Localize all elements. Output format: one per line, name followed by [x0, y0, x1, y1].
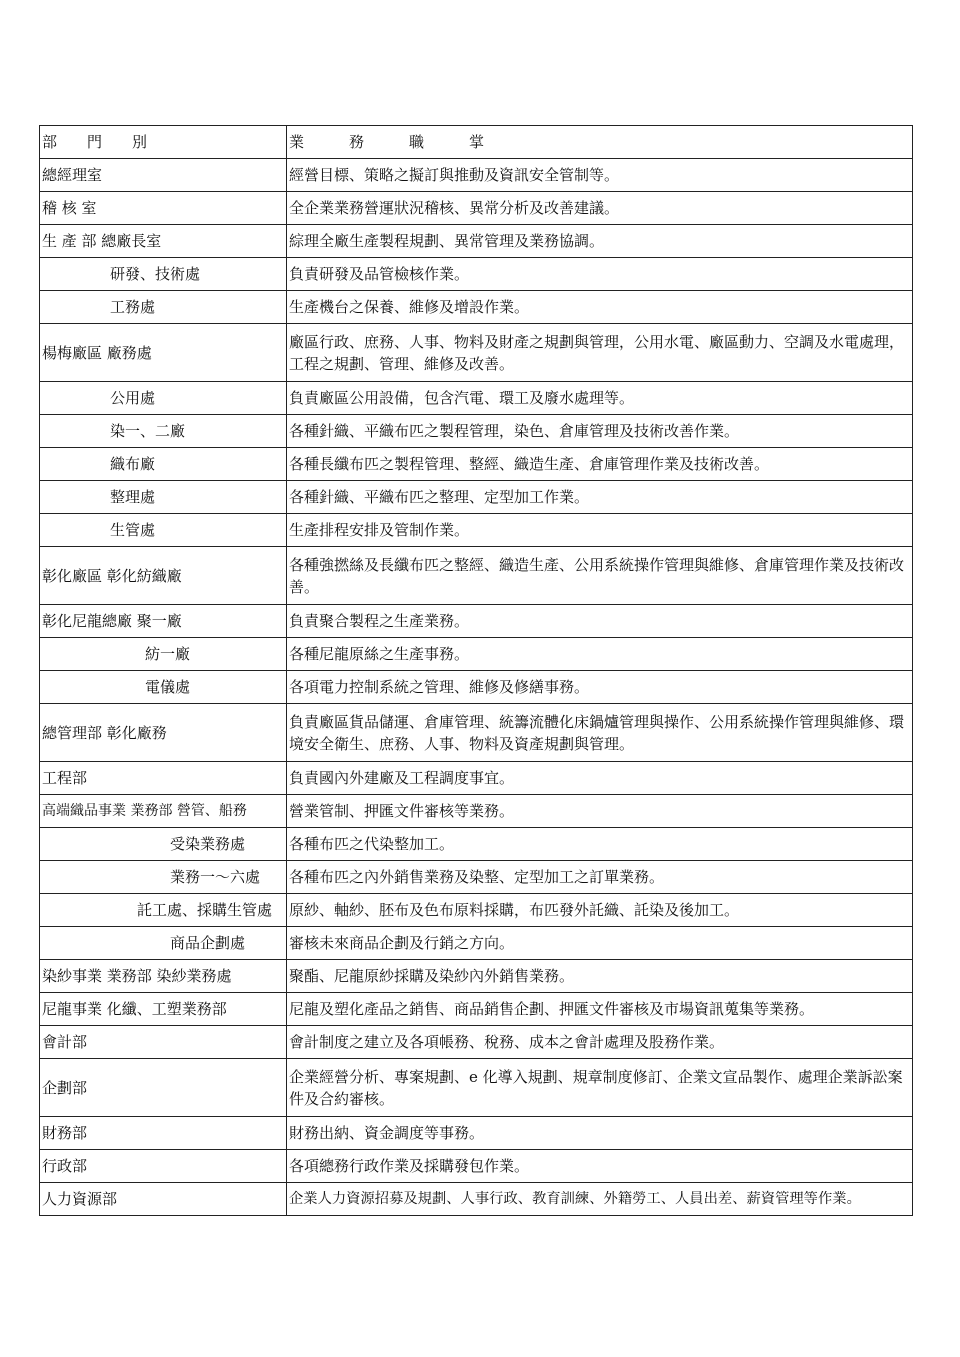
table-row	[40, 225, 913, 258]
duty-cell: 審核未來商品企劃及行銷之方向。	[287, 927, 913, 960]
dept-cell: 染紗事業 業務部 染紗業務處	[40, 960, 287, 993]
department-duties-table	[39, 125, 913, 1216]
dept-cell: 生 產 部 總廠長室	[40, 225, 287, 258]
duty-cell: 各種針織、平織布匹之製程管理，染色、倉庫管理及技術改善作業。	[287, 415, 913, 448]
dept-cell: 業務一～六處	[40, 861, 287, 894]
table-row	[40, 547, 913, 605]
dept-cell: 高端織品事業 業務部 營管、船務	[40, 795, 287, 828]
dept-cell: 總經理室	[40, 159, 287, 192]
dept-cell: 託工處、採購生管處	[40, 894, 287, 927]
duty-cell: 各種尼龍原絲之生產事務。	[287, 638, 913, 671]
dept-cell: 企劃部	[40, 1059, 287, 1117]
table-row	[40, 324, 913, 382]
table-row	[40, 828, 913, 861]
duty-cell: 負責聚合製程之生產業務。	[287, 605, 913, 638]
duty-cell: 聚酯、尼龍原紗採購及染紗內外銷售業務。	[287, 960, 913, 993]
duty-cell: 企業人力資源招募及規劃、人事行政、教育訓練、外籍勞工、人員出差、薪資管理等作業。	[287, 1183, 913, 1216]
table-row	[40, 1150, 913, 1183]
dept-cell: 尼龍事業 化纖、工塑業務部	[40, 993, 287, 1026]
duty-cell: 生產排程安排及管制作業。	[287, 514, 913, 547]
table-row	[40, 894, 913, 927]
dept-cell: 工程部	[40, 762, 287, 795]
table-row	[40, 704, 913, 762]
dept-cell: 彰化廠區 彰化紡織廠	[40, 547, 287, 605]
duty-cell: 各種布匹之代染整加工。	[287, 828, 913, 861]
table-row	[40, 1183, 913, 1216]
duty-cell: 生產機台之保養、維修及增設作業。	[287, 291, 913, 324]
table-row	[40, 762, 913, 795]
table-row	[40, 638, 913, 671]
duty-cell: 負責廠區貨品儲運、倉庫管理、統籌流體化床鍋爐管理與操作、公用系統操作管理與維修、環境安全衛生、庶務、人事、物料及資產規劃與管理。	[287, 704, 913, 762]
duty-cell: 全企業業務營運狀況稽核、異常分析及改善建議。	[287, 192, 913, 225]
table-row	[40, 514, 913, 547]
table-row	[40, 382, 913, 415]
table-row	[40, 258, 913, 291]
table-header-row	[40, 126, 913, 159]
dept-cell: 財務部	[40, 1117, 287, 1150]
table-row	[40, 960, 913, 993]
duty-cell: 負責研發及品管檢核作業。	[287, 258, 913, 291]
duty-cell: 各種布匹之內外銷售業務及染整、定型加工之訂單業務。	[287, 861, 913, 894]
table-row	[40, 605, 913, 638]
table-row	[40, 159, 913, 192]
dept-cell: 商品企劃處	[40, 927, 287, 960]
duty-cell: 綜理全廠生產製程規劃、異常管理及業務協調。	[287, 225, 913, 258]
dept-header: 部 門 別	[40, 126, 287, 159]
dept-cell: 工務處	[40, 291, 287, 324]
table-row	[40, 192, 913, 225]
dept-cell: 染一、二廠	[40, 415, 287, 448]
dept-cell: 楊梅廠區 廠務處	[40, 324, 287, 382]
table-row	[40, 927, 913, 960]
table-row	[40, 993, 913, 1026]
duty-cell: 各項電力控制系統之管理、維修及修繕事務。	[287, 671, 913, 704]
table-row	[40, 415, 913, 448]
table-row	[40, 1026, 913, 1059]
dept-cell: 研發、技術處	[40, 258, 287, 291]
dept-cell: 整理處	[40, 481, 287, 514]
dept-cell: 會計部	[40, 1026, 287, 1059]
table-row	[40, 481, 913, 514]
table-row	[40, 291, 913, 324]
dept-cell: 總管理部 彰化廠務	[40, 704, 287, 762]
duty-cell: 各種強撚絲及長纖布匹之整經、織造生產、公用系統操作管理與維修、倉庫管理作業及技術改善。	[287, 547, 913, 605]
dept-cell: 人力資源部	[40, 1183, 287, 1216]
dept-cell: 公用處	[40, 382, 287, 415]
dept-cell: 受染業務處	[40, 828, 287, 861]
duty-cell: 企業經營分析、專案規劃、e 化導入規劃、規章制度修訂、企業文宣品製作、處理企業訴訟案件及合約審核。	[287, 1059, 913, 1117]
duty-cell: 原紗、軸紗、胚布及色布原料採購，布匹發外託織、託染及後加工。	[287, 894, 913, 927]
table-row	[40, 861, 913, 894]
duty-header: 業 務 職 掌	[287, 126, 913, 159]
duty-cell: 負責廠區公用設備，包含汽電、環工及廢水處理等。	[287, 382, 913, 415]
table-row	[40, 795, 913, 828]
duty-cell: 廠區行政、庶務、人事、物料及財產之規劃與管理，公用水電、廠區動力、空調及水電處理，工程之規劃、管理、維修及改善。	[287, 324, 913, 382]
duty-cell: 各項總務行政作業及採購發包作業。	[287, 1150, 913, 1183]
dept-cell: 彰化尼龍總廠 聚一廠	[40, 605, 287, 638]
duty-cell: 會計制度之建立及各項帳務、稅務、成本之會計處理及股務作業。	[287, 1026, 913, 1059]
table-row	[40, 1059, 913, 1117]
duty-cell: 負責國內外建廠及工程調度事宜。	[287, 762, 913, 795]
table-row	[40, 671, 913, 704]
dept-cell: 電儀處	[40, 671, 287, 704]
dept-cell: 織布廠	[40, 448, 287, 481]
dept-cell: 行政部	[40, 1150, 287, 1183]
dept-cell: 紡一廠	[40, 638, 287, 671]
table-row	[40, 448, 913, 481]
dept-cell: 生管處	[40, 514, 287, 547]
table-row	[40, 1117, 913, 1150]
duty-cell: 財務出納、資金調度等事務。	[287, 1117, 913, 1150]
duty-cell: 尼龍及塑化產品之銷售、商品銷售企劃、押匯文件審核及市場資訊蒐集等業務。	[287, 993, 913, 1026]
duty-cell: 各種針織、平織布匹之整理、定型加工作業。	[287, 481, 913, 514]
duty-cell: 營業管制、押匯文件審核等業務。	[287, 795, 913, 828]
duty-cell: 經營目標、策略之擬訂與推動及資訊安全管制等。	[287, 159, 913, 192]
duty-cell: 各種長纖布匹之製程管理、整經、織造生產、倉庫管理作業及技術改善。	[287, 448, 913, 481]
dept-cell: 稽 核 室	[40, 192, 287, 225]
